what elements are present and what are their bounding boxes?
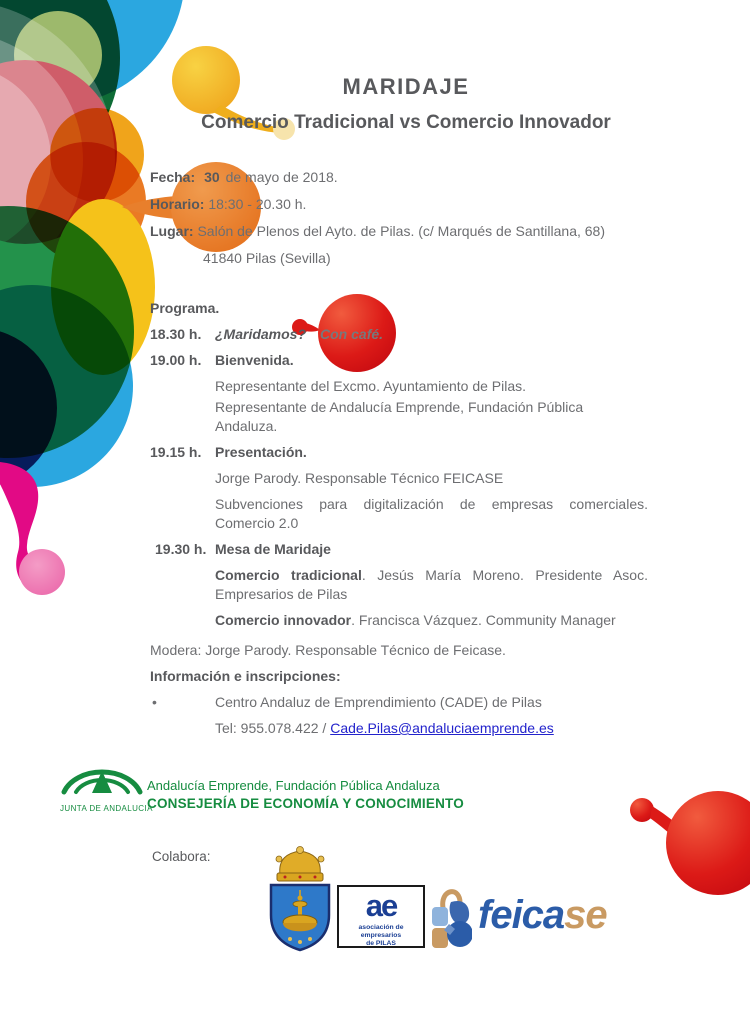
ae-line1: asociación de empresarios — [358, 924, 404, 939]
contact-line — [150, 719, 648, 738]
lugar-line2: 41840 Pilas (Sevilla) — [203, 250, 331, 266]
item-time: 19.30 h. — [155, 541, 207, 557]
shopping-bag-icon — [430, 880, 472, 950]
item-time: 19.00 h. — [150, 352, 202, 368]
email-link[interactable]: Cade.Pilas@andaluciaemprende.es — [330, 720, 554, 736]
consejeria-line: CONSEJERÍA DE ECONOMÍA Y CONOCIMIENTO — [147, 796, 464, 811]
item-title: Mesa de Maridaje — [215, 541, 331, 557]
item-title: Presentación. — [215, 444, 307, 460]
tel-text: Tel: 955.078.422 / — [215, 720, 331, 736]
fecha-line — [150, 164, 662, 191]
ae-monogram: ae — [365, 888, 397, 923]
info-heading: Información e inscripciones: — [150, 668, 341, 684]
event-details — [150, 164, 662, 272]
speaker-line — [215, 611, 648, 630]
feicase-wordmark — [478, 893, 607, 938]
fecha-day: 30 — [204, 169, 220, 185]
item-detail-justified: Subvenciones para digitalización de empresas comerciales. — [215, 496, 648, 512]
item-detail: Representante de Andalucía Emprende, Fundación Pública Andaluza. — [215, 399, 584, 434]
program-section — [150, 299, 648, 630]
junta-de-andalucia-logo — [60, 756, 153, 813]
program-item-1830 — [150, 325, 648, 344]
moderator-line: Modera: Jorge Parody. Responsable Técnico de Feicase. — [150, 642, 506, 658]
shield-icon — [263, 845, 337, 953]
ae-asociacion-logo — [337, 885, 425, 948]
ae-line2: de PILAS — [366, 940, 396, 947]
item-title: ¿Maridamos? — [215, 326, 307, 342]
speaker-name: . Francisca Vázquez. Community Manager — [351, 612, 616, 628]
program-item-1915 — [150, 443, 648, 462]
bullet-text: Centro Andaluz de Emprendimiento (CADE) de Pilas — [215, 694, 542, 710]
bullet-item — [150, 693, 648, 712]
speaker-role: Comercio tradicional — [215, 567, 362, 583]
program-item-1930 — [150, 540, 648, 559]
page-title: MARIDAJE — [342, 74, 470, 99]
colabora-label: Colabora: — [152, 849, 211, 864]
junta-caption: JUNTA DE ANDALUCIA — [60, 804, 153, 813]
horario-line — [150, 191, 662, 218]
fecha-label: Fecha: — [150, 169, 196, 185]
page-subtitle: Comercio Tradicional vs Comercio Innovador — [201, 112, 611, 133]
lugar-value: Salón de Plenos del Ayto. de Pilas. (c/ Marqués de Santillana, 68) — [197, 223, 605, 239]
feicase-text-blue: feica — [478, 893, 565, 937]
item-title: Bienvenida. — [215, 352, 294, 368]
program-heading: Programa. — [150, 300, 220, 316]
junta-text-block — [147, 778, 464, 814]
andalucia-emprende-line: Andalucía Emprende, Fundación Pública Andaluza — [147, 778, 440, 793]
pilas-coat-of-arms — [263, 845, 337, 958]
speaker-name: . Jesús María Moreno. Presidente Asoc. — [361, 567, 648, 583]
lugar-label: Lugar: — [150, 223, 194, 239]
lugar-line — [150, 218, 662, 245]
item-time: 19.15 h. — [150, 444, 202, 460]
item-time: 18.30 h. — [150, 326, 202, 342]
item-detail: Representante del Excmo. Ayuntamiento de Pilas. — [215, 378, 527, 394]
speaker-line — [215, 566, 648, 585]
fecha-value: de mayo de 2018. — [225, 169, 338, 185]
horario-label: Horario: — [150, 196, 205, 212]
feicase-logo — [430, 880, 472, 955]
item-detail: Jorge Parody. Responsable Técnico FEICASE — [215, 470, 504, 486]
program-item-1900 — [150, 351, 648, 370]
speaker-role: Comercio innovador — [215, 612, 352, 628]
speaker-line2: Empresarios de Pilas — [215, 586, 348, 602]
red-molecule-bottom-right — [630, 791, 750, 895]
feicase-text-tan: se — [564, 893, 607, 937]
item-note: Con café. — [320, 326, 384, 342]
item-detail: Comercio 2.0 — [215, 515, 299, 531]
horario-value: 18:30 - 20.30 h. — [208, 196, 307, 212]
bullet-icon: • — [152, 694, 157, 710]
junta-arch-icon — [60, 756, 144, 798]
info-section — [150, 641, 648, 738]
